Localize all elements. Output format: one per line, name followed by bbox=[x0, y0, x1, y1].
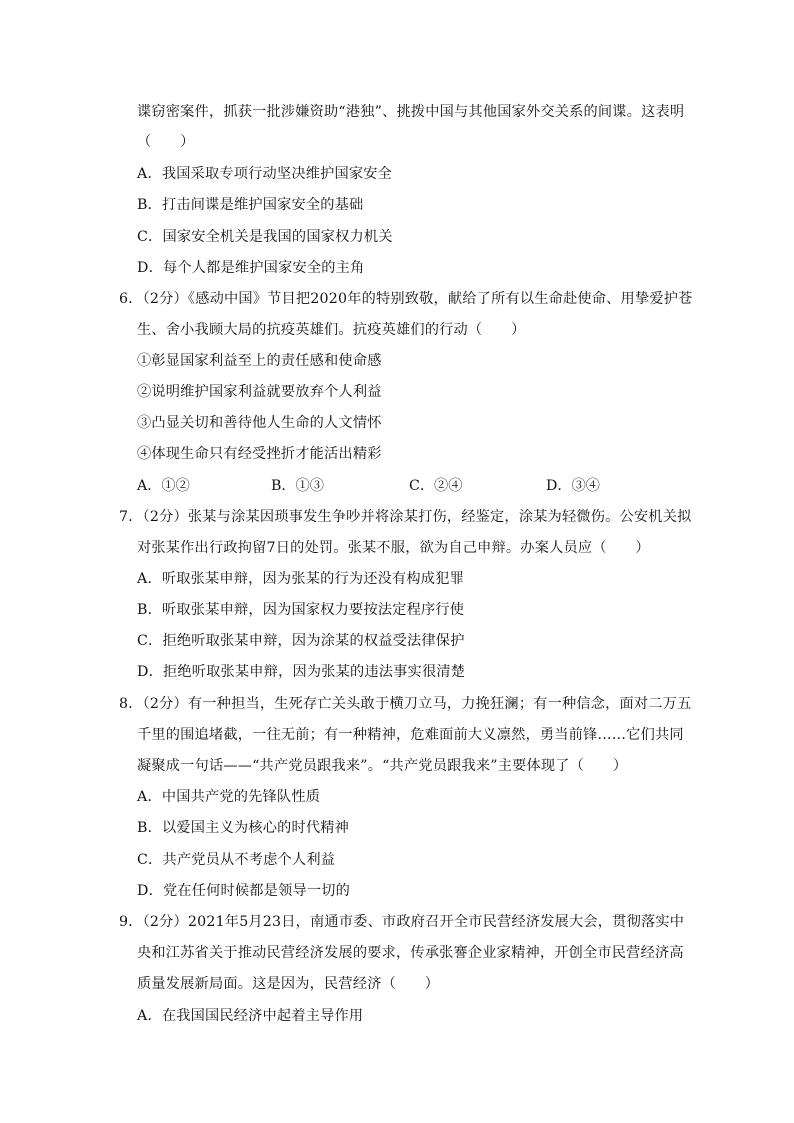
question-5-answer-blank: （ ） bbox=[137, 134, 195, 150]
question-7-option-d: D．拒绝听取张某申辩，因为张某的违法事实很清楚 bbox=[137, 664, 466, 680]
question-5-stem-line-1: 谍窃密案件，抓获一批涉嫌资助“港独”、挑拨中国与其他国家外交关系的间谍。这表明 bbox=[137, 104, 685, 120]
question-6-statement-4: ④体现生命只有经受挫折才能活出精彩 bbox=[137, 446, 382, 462]
question-9-stem-line-2: 央和江苏省关于推动民营经济发展的要求，传承张謇企业家精神，开创全市民营经济高 bbox=[137, 945, 684, 961]
question-8-option-d: D．党在任何时候都是领导一切的 bbox=[137, 883, 351, 899]
question-8-option-b: B．以爱国主义为核心的时代精神 bbox=[137, 820, 350, 836]
question-8-stem-line-3: 凝聚成一句话——“共产党员跟我来”。“共产党员跟我来”主要体现了（ ） bbox=[137, 758, 628, 774]
question-6-option-b: B．①③ bbox=[271, 478, 324, 494]
question-6-statement-3: ③凸显关切和善待他人生命的人文情怀 bbox=[137, 415, 382, 431]
question-6-option-c: C．②④ bbox=[409, 478, 463, 494]
question-6-option-d: D．③④ bbox=[546, 478, 600, 494]
question-5-option-b: B．打击间谍是维护国家安全的基础 bbox=[137, 197, 364, 213]
question-6-stem-line-2: 生、舍小我顾大局的抗疫英雄们。抗疫英雄们的行动（ ） bbox=[137, 322, 526, 338]
question-7-option-c: C．拒绝听取张某申辩，因为涂某的权益受法律保护 bbox=[137, 633, 465, 649]
question-9-stem-line-3: 质量发展新局面。这是因为，民营经济（ ） bbox=[137, 976, 440, 992]
question-7-stem-line-2: 对张某作出行政拘留7日的处罚。张某不服，欲为自己申辩。办案人员应（ ） bbox=[137, 540, 650, 556]
question-8-option-c: C．共产党员从不考虑个人利益 bbox=[137, 852, 336, 868]
question-8-stem-line-2: 千里的围追堵截，一往无前；有一种精神，危难面前大义凛然，勇当前锋……它们共同 bbox=[137, 727, 684, 743]
question-6-statement-1: ①彰显国家利益至上的责任感和使命感 bbox=[137, 353, 382, 369]
question-5-option-d: D．每个人都是维护国家安全的主角 bbox=[137, 260, 365, 276]
question-8-option-a: A．中国共产党的先锋队性质 bbox=[137, 789, 321, 805]
question-5-option-a: A．我国采取专项行动坚决维护国家安全 bbox=[137, 166, 393, 182]
question-6-option-a: A．①② bbox=[137, 478, 190, 494]
question-9-stem-line-1: 9．（2分）2021年5月23日，南通市委、市政府召开全市民营经济发展大会，贯彻落实中 bbox=[119, 914, 685, 930]
question-9-option-a: A．在我国国民经济中起着主导作用 bbox=[137, 1008, 364, 1024]
question-6-statement-2: ②说明维护国家利益就要放弃个人利益 bbox=[137, 384, 382, 400]
question-7-stem-line-1: 7．（2分）张某与涂某因琐事发生争吵并将涂某打伤，经鉴定，涂某为轻微伤。公安机关拟 bbox=[119, 509, 692, 525]
question-7-option-b: B．听取张某申辩，因为国家权力要按法定程序行使 bbox=[137, 602, 465, 618]
question-8-stem-line-1: 8．（2分）有一种担当，生死存亡关头敢于横刀立马，力挽狂澜；有一种信念，面对二万五 bbox=[119, 696, 692, 712]
question-7-option-a: A．听取张某申辩，因为张某的行为还没有构成犯罪 bbox=[137, 571, 464, 587]
question-5-option-c: C．国家安全机关是我国的国家权力机关 bbox=[137, 229, 393, 245]
question-6-stem-line-1: 6．（2分）《感动中国》节目把2020年的特别致敬，献给了所有以生命赴使命、用挚爱护苍 bbox=[119, 291, 693, 307]
